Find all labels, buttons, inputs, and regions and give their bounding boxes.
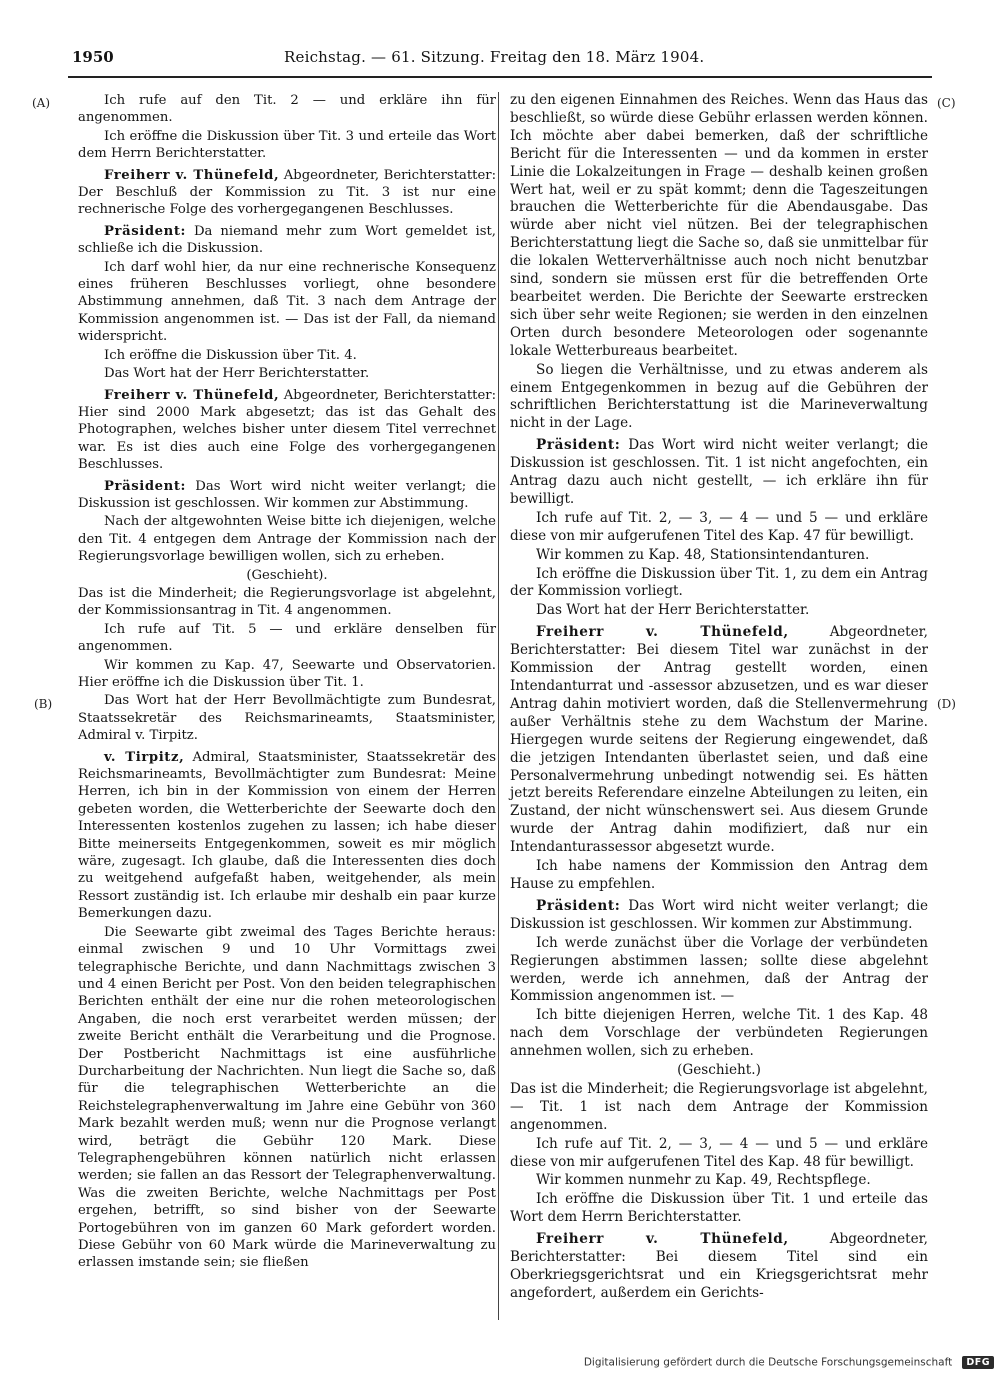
paragraph — [78, 657, 496, 692]
paragraph — [510, 1191, 928, 1227]
paragraph — [510, 92, 928, 361]
paragraph — [510, 1172, 928, 1190]
paragraph-text: zu den eigenen Einnahmen des Reiches. Wenn das Haus das beschließt, so würde diese Gebühr erlassen werden können. Ich möchte aber dabei bemerken, daß der schriftliche Bericht für die Interessenten — und da kommen in erster Linie die Lokalzeitungen in Frage — deshalb keinen großen Wert hat, weil er zu spät kommt; denn die Tageszeitungen brauchen die Wetterberichte für die Abendausgabe. Das würde aber nicht viel nützen. Bei der telegraphischen Berichterstattung liegt die Sache so, daß sie unmittelbar für die lokalen Wetterverhältnisse auch noch nicht benutzbar sind, sondern sie müssen erst für die betreffenden Orte bearbeitet werden. Die Berichte der Seewarte erstrecken sich über sehr weite Regionen; sie werden in den einzelnen Orten durch besondere Meteorologen oder sogenannte lokale Wetterbureaus bearbeitet. — [510, 92, 928, 359]
paragraph — [510, 437, 928, 509]
speaker-name: Präsident: — [104, 478, 187, 494]
paragraph — [78, 128, 496, 163]
paragraph — [78, 749, 496, 923]
page-number: 1950 — [72, 48, 114, 66]
paragraph-text: Das Wort wird nicht weiter verlangt; die Diskussion ist geschlossen. Wir kommen zur Abstimmung. — [510, 897, 928, 932]
paragraph — [78, 692, 496, 744]
paragraph — [78, 259, 496, 346]
paragraph-text: Ich rufe auf Tit. 5 — und erkläre denselben für angenommen. — [78, 621, 496, 655]
paragraph — [510, 624, 928, 857]
paragraph-text: Wir kommen nunmehr zu Kap. 49, Rechtspflege. — [536, 1172, 871, 1189]
paragraph-text: Ich eröffne die Diskussion über Tit. 1 und erteile das Wort dem Herrn Berichterstatter. — [510, 1191, 928, 1226]
page-footer — [0, 1352, 994, 1374]
paragraph-text: (Geschieht.) — [677, 1062, 761, 1079]
right-text-column — [510, 92, 928, 1304]
paragraph-text: Das ist die Minderheit; die Regierungsvorlage ist abgelehnt, der Kommissionsantrag in Tit. 4 angenommen. — [78, 585, 496, 619]
paragraph — [510, 1081, 928, 1135]
dfg-logo: DFG — [962, 1356, 994, 1369]
paragraph-text: Ich bitte diejenigen Herren, welche Tit. 1 des Kap. 48 nach dem Vorschlage der verbündeten Regierungen annehmen wollen, sich zu erheben. — [510, 1007, 928, 1060]
paragraph-text: Ich rufe auf den Tit. 2 — und erkläre ihn für angenommen. — [78, 93, 496, 126]
paragraph-text: Ich rufe auf Tit. 2, — 3, — 4 — und 5 — und erkläre diese von mir aufgerufenen Titel des Kap. 47 für bewilligt. — [510, 509, 928, 544]
margin-marker-c: (C) — [937, 96, 956, 110]
paragraph-text: So liegen die Verhältnisse, und zu etwas anderem als einem Entgegenkommen in bezug auf die Gebühren der schriftlichen Berichterstattung ist die Marineverwaltung nicht in der Lage. — [510, 361, 928, 432]
paragraph — [78, 387, 496, 474]
page-header — [72, 46, 722, 72]
paragraph — [78, 567, 496, 584]
paragraph — [510, 1136, 928, 1172]
paragraph — [78, 585, 496, 620]
paragraph-text: Ich eröffne die Diskussion über Tit. 4. — [104, 347, 357, 363]
paragraph-text: Wir kommen zu Kap. 47, Seewarte und Observatorien. Hier eröffne ich die Diskussion über Tit. 1. — [78, 657, 496, 690]
paragraph-text: Das Wort wird nicht weiter verlangt; die Diskussion ist geschlossen. Wir kommen zur Abstimmung. — [78, 478, 496, 511]
digitization-credit: Digitalisierung gefördert durch die Deutsche Forschungsgemeinschaft — [583, 1356, 953, 1369]
paragraph — [510, 566, 928, 602]
paragraph-text: Abgeordneter, Berichterstatter: Bei diesem Titel sind ein Oberkriegsgerichtsrat und ein Kriegsgerichtsrat mehr angefordert, außerdem ein Gerichts- — [510, 1231, 928, 1301]
speaker-name: Freiherr v. Thünefeld, — [104, 167, 280, 183]
paragraph-text: (Geschieht). — [246, 567, 328, 583]
column-divider — [498, 92, 499, 1320]
speaker-name: Freiherr v. Thünefeld, — [104, 387, 280, 403]
paragraph — [78, 347, 496, 364]
paragraph-text: Das ist die Minderheit; die Regierungsvorlage ist abgelehnt, — Tit. 1 ist nach dem Antrage der Kommission angenommen. — [510, 1080, 928, 1133]
paragraph-text: Das Wort hat der Herr Bevollmächtigte zum Bundesrat, Staatssekretär des Reichsmarineamts, Staatsminister, Admiral v. Tirpitz. — [78, 693, 496, 744]
paragraph-text: Abgeordneter, Berichterstatter: Bei diesem Titel war zunächst in der Kommission der Antrag gestellt worden, einen Intendanturrat und -assessor abzusetzen, und es war dieser Antrag dahin motiviert worden, daß die Stellenvermehrung außer Verhältnis stehe zu dem Wachstum der Marine. Hiergegen wurde seitens der Regierung eingewendet, daß die jetzigen Intendanten überlastet seien, und daß eine Personalvermehrung unbedingt notwendig sei. Es hätten jetzt bereits Referendare einzelne Abteilungen zu leiten, ein Zustand, der nicht wünschenswert sei. Aus diesem Grunde wurde der Antrag dahin modifiziert, daß nur ein Intendanturassessor abgesetzt wurde. — [510, 624, 928, 856]
paragraph — [510, 898, 928, 934]
paragraph-text: Die Seewarte gibt zweimal des Tages Berichte heraus: einmal zwischen 9 und 10 Uhr Vormittags zwei telegraphische Berichte, und dann Nachmittags zwischen 3 und 4 einen Bericht per Post. Von den beiden telegraphischen Berichten enthält der eine nur die rohen meteorologischen Angaben, die noch erst verarbeitet werden müssen; der zweite Bericht enthält die Verarbeitung und die Prognose. Der Postbericht Nachmittags ist eine ausführliche Durcharbeitung der Nachrichten. Nun liegt die Sache so, daß für die telegraphischen Wetterberichte an die Reichstelegraphenverwaltung im Jahre eine Gebühr von 360 Mark bezahlt werden muß; wenn nur die Prognose verlangt wird, beträgt die Gebühr 120 Mark. Diese Telegraphengebühren können natürlich nicht erlassen werden; sie fallen an das Ressort der Telegraphenverwaltung. Was die zweiten Berichte, welche Nachmittags per Post ergehen, betrifft, so sind bisher von der Seewarte Portogebühren von im ganzen 60 Mark gefordert worden. Diese Gebühr von 60 Mark würde die Marineverwaltung zu erlassen imstande sein; sie fließen — [78, 924, 496, 1271]
paragraph — [78, 621, 496, 656]
paragraph — [78, 365, 496, 382]
paragraph — [78, 513, 496, 565]
paragraph — [510, 1062, 928, 1080]
paragraph — [510, 1231, 928, 1303]
paragraph — [510, 935, 928, 1007]
paragraph-text: Admiral, Staatsminister, Staatssekretär des Reichsmarineamts, Bevollmächtigter zum Bundesrat: Meine Herren, ich bin in der Kommission von einem der Herren gebeten worden, die Wetterberichte der Seewarte doch den Interessenten kostenlos zugehen zu lassen; ich habe dieser Bitte meinerseits Entgegenkommen, soweit es mir möglich wäre, zugesagt. Ich glaube, daß die Interessenten dies doch zu weitgehend aufgefaßt haben, weitgehender, als mein Ressort zuständig ist. Ich erlaube mir deshalb ein paar kurze Bemerkungen dazu. — [78, 749, 497, 922]
paragraph — [78, 167, 496, 219]
paragraph-text: Ich rufe auf Tit. 2, — 3, — 4 — und 5 — und erkläre diese von mir aufgerufenen Titel des Kap. 48 für bewilligt. — [510, 1135, 928, 1170]
speaker-name: Freiherr v. Thünefeld, — [536, 1231, 789, 1248]
speaker-name: Präsident: — [104, 223, 187, 239]
paragraph-text: Ich eröffne die Diskussion über Tit. 3 und erteile das Wort dem Herrn Berichterstatter. — [78, 128, 496, 162]
paragraph-text: Das Wort hat der Herr Berichterstatter. — [104, 366, 370, 382]
margin-marker-d: (D) — [937, 697, 956, 711]
paragraph-text: Nach der altgewohnten Weise bitte ich diejenigen, welche den Tit. 4 entgegen dem Antrage der Kommission nach der Regierungsvorlage bewilligen wollen, sich zu erheben. — [78, 514, 496, 565]
speaker-name: Freiherr v. Thünefeld, — [536, 624, 789, 641]
paragraph — [510, 602, 928, 620]
speaker-name: Präsident: — [536, 897, 621, 914]
paragraph — [510, 510, 928, 546]
running-title: Reichstag. — 61. Sitzung. Freitag den 18. März 1904. — [284, 48, 705, 66]
paragraph-text: Da niemand mehr zum Wort gemeldet ist, schließe ich die Diskussion. — [78, 223, 496, 257]
paragraph — [78, 478, 496, 513]
margin-marker-a: (A) — [32, 96, 51, 110]
paragraph — [510, 858, 928, 894]
paragraph — [510, 547, 928, 565]
paragraph-text: Das Wort wird nicht weiter verlangt; die Diskussion ist geschlossen. Tit. 1 ist nicht angefochten, ein Antrag dazu auch nicht gestellt, — ich erkläre ihn für bewilligt. — [510, 437, 928, 507]
paragraph-text: Ich werde zunächst über die Vorlage der verbündeten Regierungen abstimmen lassen; sollte diese abgelehnt werden, werde ich annehmen, daß der Antrag der Kommission angenommen ist. — — [510, 934, 928, 1005]
header-rule — [68, 76, 932, 78]
paragraph-text: Wir kommen zu Kap. 48, Stationsintendanturen. — [536, 546, 870, 563]
paragraph-text: Ich eröffne die Diskussion über Tit. 1, zu dem ein Antrag der Kommission vorliegt. — [510, 565, 928, 600]
paragraph — [78, 223, 496, 258]
paragraph — [78, 924, 496, 1272]
speaker-name: v. Tirpitz, — [104, 749, 185, 765]
paragraph — [510, 1007, 928, 1061]
paragraph-text: Ich darf wohl hier, da nur eine rechnerische Konsequenz eines früheren Beschlusses vorliegt, ohne besondere Abstimmung annehmen, daß Tit. 3 nach dem Antrage der Kommission angenommen ist. — Das ist der Fall, da niemand widerspricht. — [78, 259, 496, 345]
speaker-name: Präsident: — [536, 437, 621, 454]
paragraph-text: Abgeordneter, Berichterstatter: Hier sind 2000 Mark abgesetzt; das ist das Gehalt des Photographen, welches bisher unter diesem Titel verrechnet war. Es ist dies auch eine Folge des vorhergegangenen Beschlusses. — [78, 387, 497, 473]
margin-marker-b: (B) — [34, 697, 53, 711]
paragraph — [78, 92, 496, 127]
paragraph-text: Ich habe namens der Kommission den Antrag dem Hause zu empfehlen. — [510, 858, 928, 892]
paragraph-text: Das Wort hat der Herr Berichterstatter. — [536, 602, 810, 619]
paragraph-text: Abgeordneter, Berichterstatter: Der Beschluß der Kommission zu Tit. 3 ist nur eine rechnerische Folge des vorhergegangenen Beschlusses. — [78, 167, 497, 218]
left-text-column — [78, 92, 496, 1273]
paragraph — [510, 362, 928, 434]
